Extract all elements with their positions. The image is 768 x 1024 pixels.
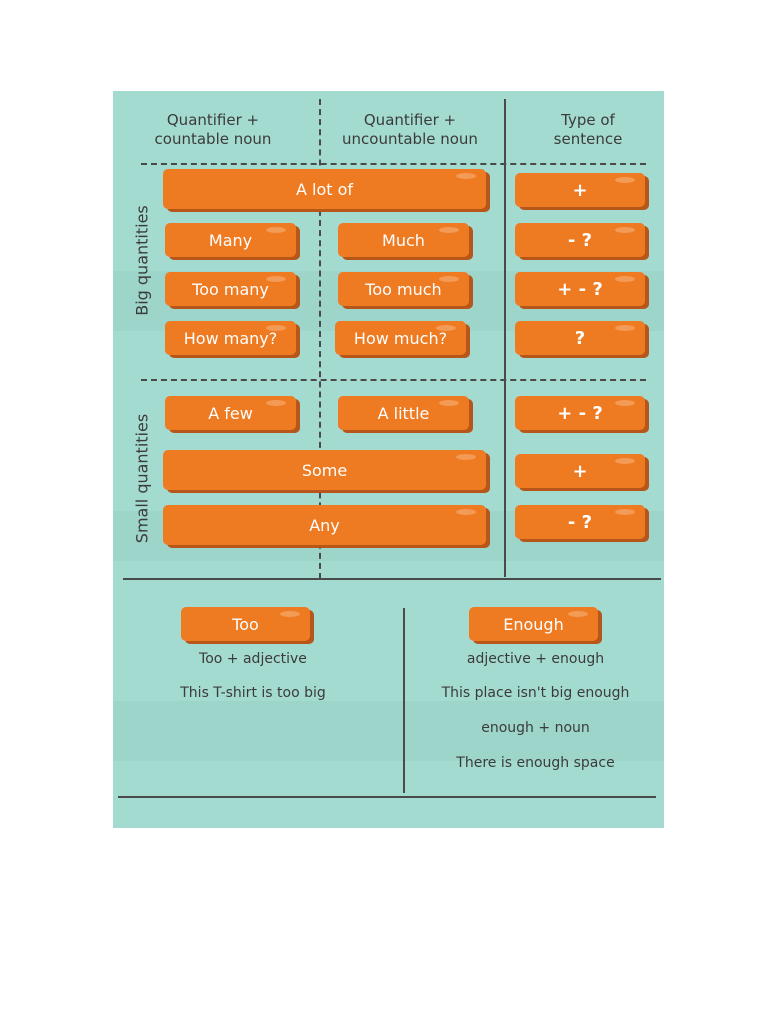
brick-enough bbox=[469, 607, 598, 641]
brick-label: A few bbox=[208, 403, 253, 423]
brick-type-a-lot-of bbox=[515, 173, 645, 207]
brick-too-much bbox=[338, 272, 469, 306]
brick-too bbox=[181, 607, 310, 641]
bottom-divider bbox=[403, 608, 405, 793]
brick-how-many bbox=[165, 321, 296, 355]
brick-much bbox=[338, 223, 469, 257]
brick-label: A little bbox=[377, 403, 430, 423]
column-divider bbox=[504, 99, 506, 577]
brick-label: ? bbox=[574, 327, 586, 349]
brick-label: + bbox=[572, 179, 588, 201]
enough-rule-1: adjective + enough bbox=[466, 651, 605, 667]
brick-how-much bbox=[335, 321, 466, 355]
brick-label: A lot of bbox=[295, 179, 354, 199]
enough-example-2: There is enough space bbox=[456, 755, 615, 771]
brick-type-few-little bbox=[515, 396, 645, 430]
side-label-big: Big quantities bbox=[132, 205, 152, 316]
brick-label: Too bbox=[232, 614, 259, 634]
brick-label: Much bbox=[382, 230, 425, 250]
brick-label: Enough bbox=[503, 614, 564, 634]
brick-label: - ? bbox=[567, 229, 593, 251]
brick-a-few bbox=[165, 396, 296, 430]
brick-label: Any bbox=[309, 515, 340, 535]
header-divider bbox=[141, 163, 646, 165]
brick-a-lot-of bbox=[163, 169, 486, 209]
table-bottom-line bbox=[123, 578, 661, 580]
brick-type-too bbox=[515, 272, 645, 306]
brick-many bbox=[165, 223, 296, 257]
brick-type-some bbox=[515, 454, 645, 488]
too-rule: Too + adjective bbox=[199, 651, 307, 667]
brick-some bbox=[163, 450, 486, 490]
brick-label: + - ? bbox=[557, 278, 603, 300]
brick-label: - ? bbox=[567, 511, 593, 533]
header-uncountable: Quantifier + uncountable noun bbox=[342, 111, 478, 148]
header-countable: Quantifier + countable noun bbox=[154, 111, 272, 148]
brick-label: How many? bbox=[183, 328, 278, 348]
too-example: This T-shirt is too big bbox=[180, 685, 326, 701]
brick-label: Many bbox=[208, 230, 253, 250]
brick-type-how bbox=[515, 321, 645, 355]
quantifiers-chart bbox=[113, 91, 664, 828]
brick-label: Too much bbox=[365, 279, 442, 299]
brick-label: + bbox=[572, 460, 588, 482]
side-label-small: Small quantities bbox=[132, 413, 152, 544]
brick-label: Too many bbox=[192, 279, 269, 299]
header-type: Type of sentence bbox=[553, 111, 623, 148]
brick-any bbox=[163, 505, 486, 545]
enough-example-1: This place isn't big enough bbox=[441, 685, 630, 701]
brick-label: How much? bbox=[353, 328, 448, 348]
brick-label: + - ? bbox=[557, 402, 603, 424]
brick-type-many-much bbox=[515, 223, 645, 257]
brick-label: Some bbox=[301, 460, 348, 480]
brick-a-little bbox=[338, 396, 469, 430]
bottom-line bbox=[118, 796, 656, 798]
brick-type-any bbox=[515, 505, 645, 539]
brick-too-many bbox=[165, 272, 296, 306]
enough-rule-2: enough + noun bbox=[481, 720, 590, 736]
section-divider bbox=[141, 379, 646, 381]
